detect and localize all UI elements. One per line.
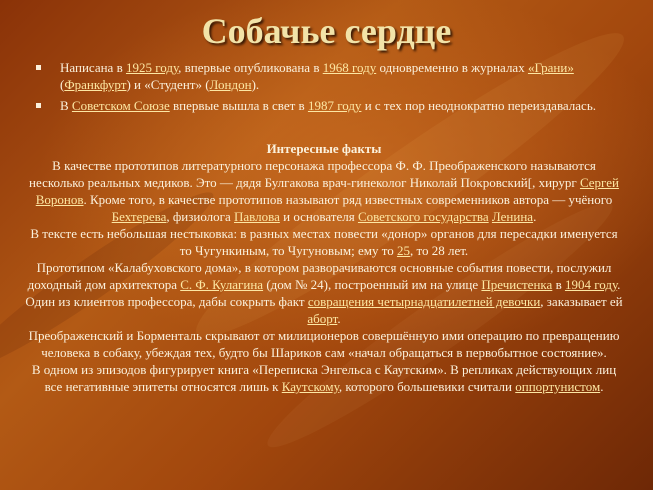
bullet-text [60, 98, 596, 113]
bullet-text [60, 60, 574, 92]
text-fragment: В тексте есть небольшая нестыковка: в разных местах повести «донор» органов для пересадки именуется то Чугункиным, то Чугуновым; ему то [30, 226, 618, 258]
text-fragment: ( [60, 77, 65, 92]
fact-client [24, 293, 624, 327]
text-fragment: В одном из эпизодов фигурирует книга «Переписка Энгельса с Каутским». В репликах действующих лиц все негативные эпитеты относятся лишь к [31, 362, 617, 394]
text-link[interactable]: 1904 году [564, 277, 618, 292]
text-link[interactable]: Павлова [234, 209, 280, 224]
text-fragment: , которого большевики считали [338, 379, 516, 394]
text-fragment: ) и «Студент» ( [126, 77, 210, 92]
text-fragment: . [617, 277, 621, 292]
text-fragment: впервые вышла в свет в [169, 98, 308, 113]
text-fragment: . [600, 379, 604, 394]
fact-prototypes [24, 157, 624, 225]
bullet-item-publication [36, 59, 596, 93]
text-link[interactable]: Советского государства [357, 209, 489, 224]
text-fragment: . [337, 311, 341, 326]
text-link[interactable]: С. Ф. Кулагина [180, 277, 264, 292]
text-link[interactable]: Сергей Воронов [35, 175, 619, 207]
text-fragment: и с тех пор неоднократно переиздавалась. [361, 98, 597, 113]
text-link[interactable]: 1968 году [322, 60, 377, 75]
text-fragment: , физиолога [166, 209, 235, 224]
text-link[interactable]: Бехтерева [111, 209, 167, 224]
fact-inconsistency [24, 225, 624, 259]
facts-heading: Интересные факты [266, 141, 382, 156]
text-fragment: Написана в [60, 60, 126, 75]
text-link[interactable]: Пречистенка [481, 277, 553, 292]
text-link[interactable]: Франкфурт [64, 77, 127, 92]
square-bullet-icon [36, 103, 41, 108]
square-bullet-icon [36, 65, 41, 70]
text-fragment: в [552, 277, 565, 292]
text-link[interactable]: оппортунистом [515, 379, 601, 394]
text-fragment: В качестве прототипов литературного персонажа профессора Ф. Ф. Преображенского называются несколько реальных медиков. Это — дядя Булгакова врач-гинеколог Николай Покровский[, хирург [29, 158, 596, 190]
bullet-list [36, 59, 596, 118]
text-link[interactable]: Советском Союзе [71, 98, 170, 113]
text-link[interactable]: «Грани» [527, 60, 574, 75]
text-link[interactable]: совращения четырнадцатилетней девочки [307, 294, 541, 309]
text-fragment: (дом № 24), построенный им на улице [263, 277, 482, 292]
text-link[interactable]: Ленина [491, 209, 534, 224]
fact-kautsky [24, 361, 624, 395]
bullet-item-ussr [36, 97, 596, 114]
text-fragment: , заказывает ей [540, 294, 623, 309]
text-fragment: и основателя [279, 209, 358, 224]
text-fragment: Прототипом «Калабуховского дома», в котором разворачиваются основные события повести, послужил доходный дом архитектора [27, 260, 612, 292]
text-fragment: , впервые опубликована в [178, 60, 323, 75]
text-link[interactable]: 1987 году [307, 98, 362, 113]
text-link[interactable]: аборт [307, 311, 338, 326]
text-fragment: ). [251, 77, 260, 92]
facts-section [24, 140, 624, 395]
text-link[interactable]: Каутскому [281, 379, 339, 394]
text-fragment: . [533, 209, 537, 224]
slide-title: Собачье сердце [201, 11, 452, 51]
text-fragment: Преображенский и Борменталь скрывают от милиционеров совершённую ими операцию по превращению человека в собаку, убеждая тех, будто бы Шариков сам «начал обращаться в первобытное состояние». [28, 328, 620, 360]
text-fragment: одновременно в журналах [376, 60, 528, 75]
text-link[interactable]: Лондон [209, 77, 252, 92]
fact-kalabukhov-house [24, 259, 624, 293]
text-fragment: Один из клиентов профессора, дабы сокрыть факт [25, 294, 308, 309]
text-fragment: . Кроме того, в качестве прототипов называют ряд известных современников автора — учёного [83, 192, 613, 207]
text-fragment: В [60, 98, 72, 113]
text-fragment: , то 28 лет. [409, 243, 469, 258]
text-link[interactable]: 25 [396, 243, 410, 258]
text-link[interactable]: 1925 году [125, 60, 179, 75]
fact-concealment [24, 327, 624, 361]
